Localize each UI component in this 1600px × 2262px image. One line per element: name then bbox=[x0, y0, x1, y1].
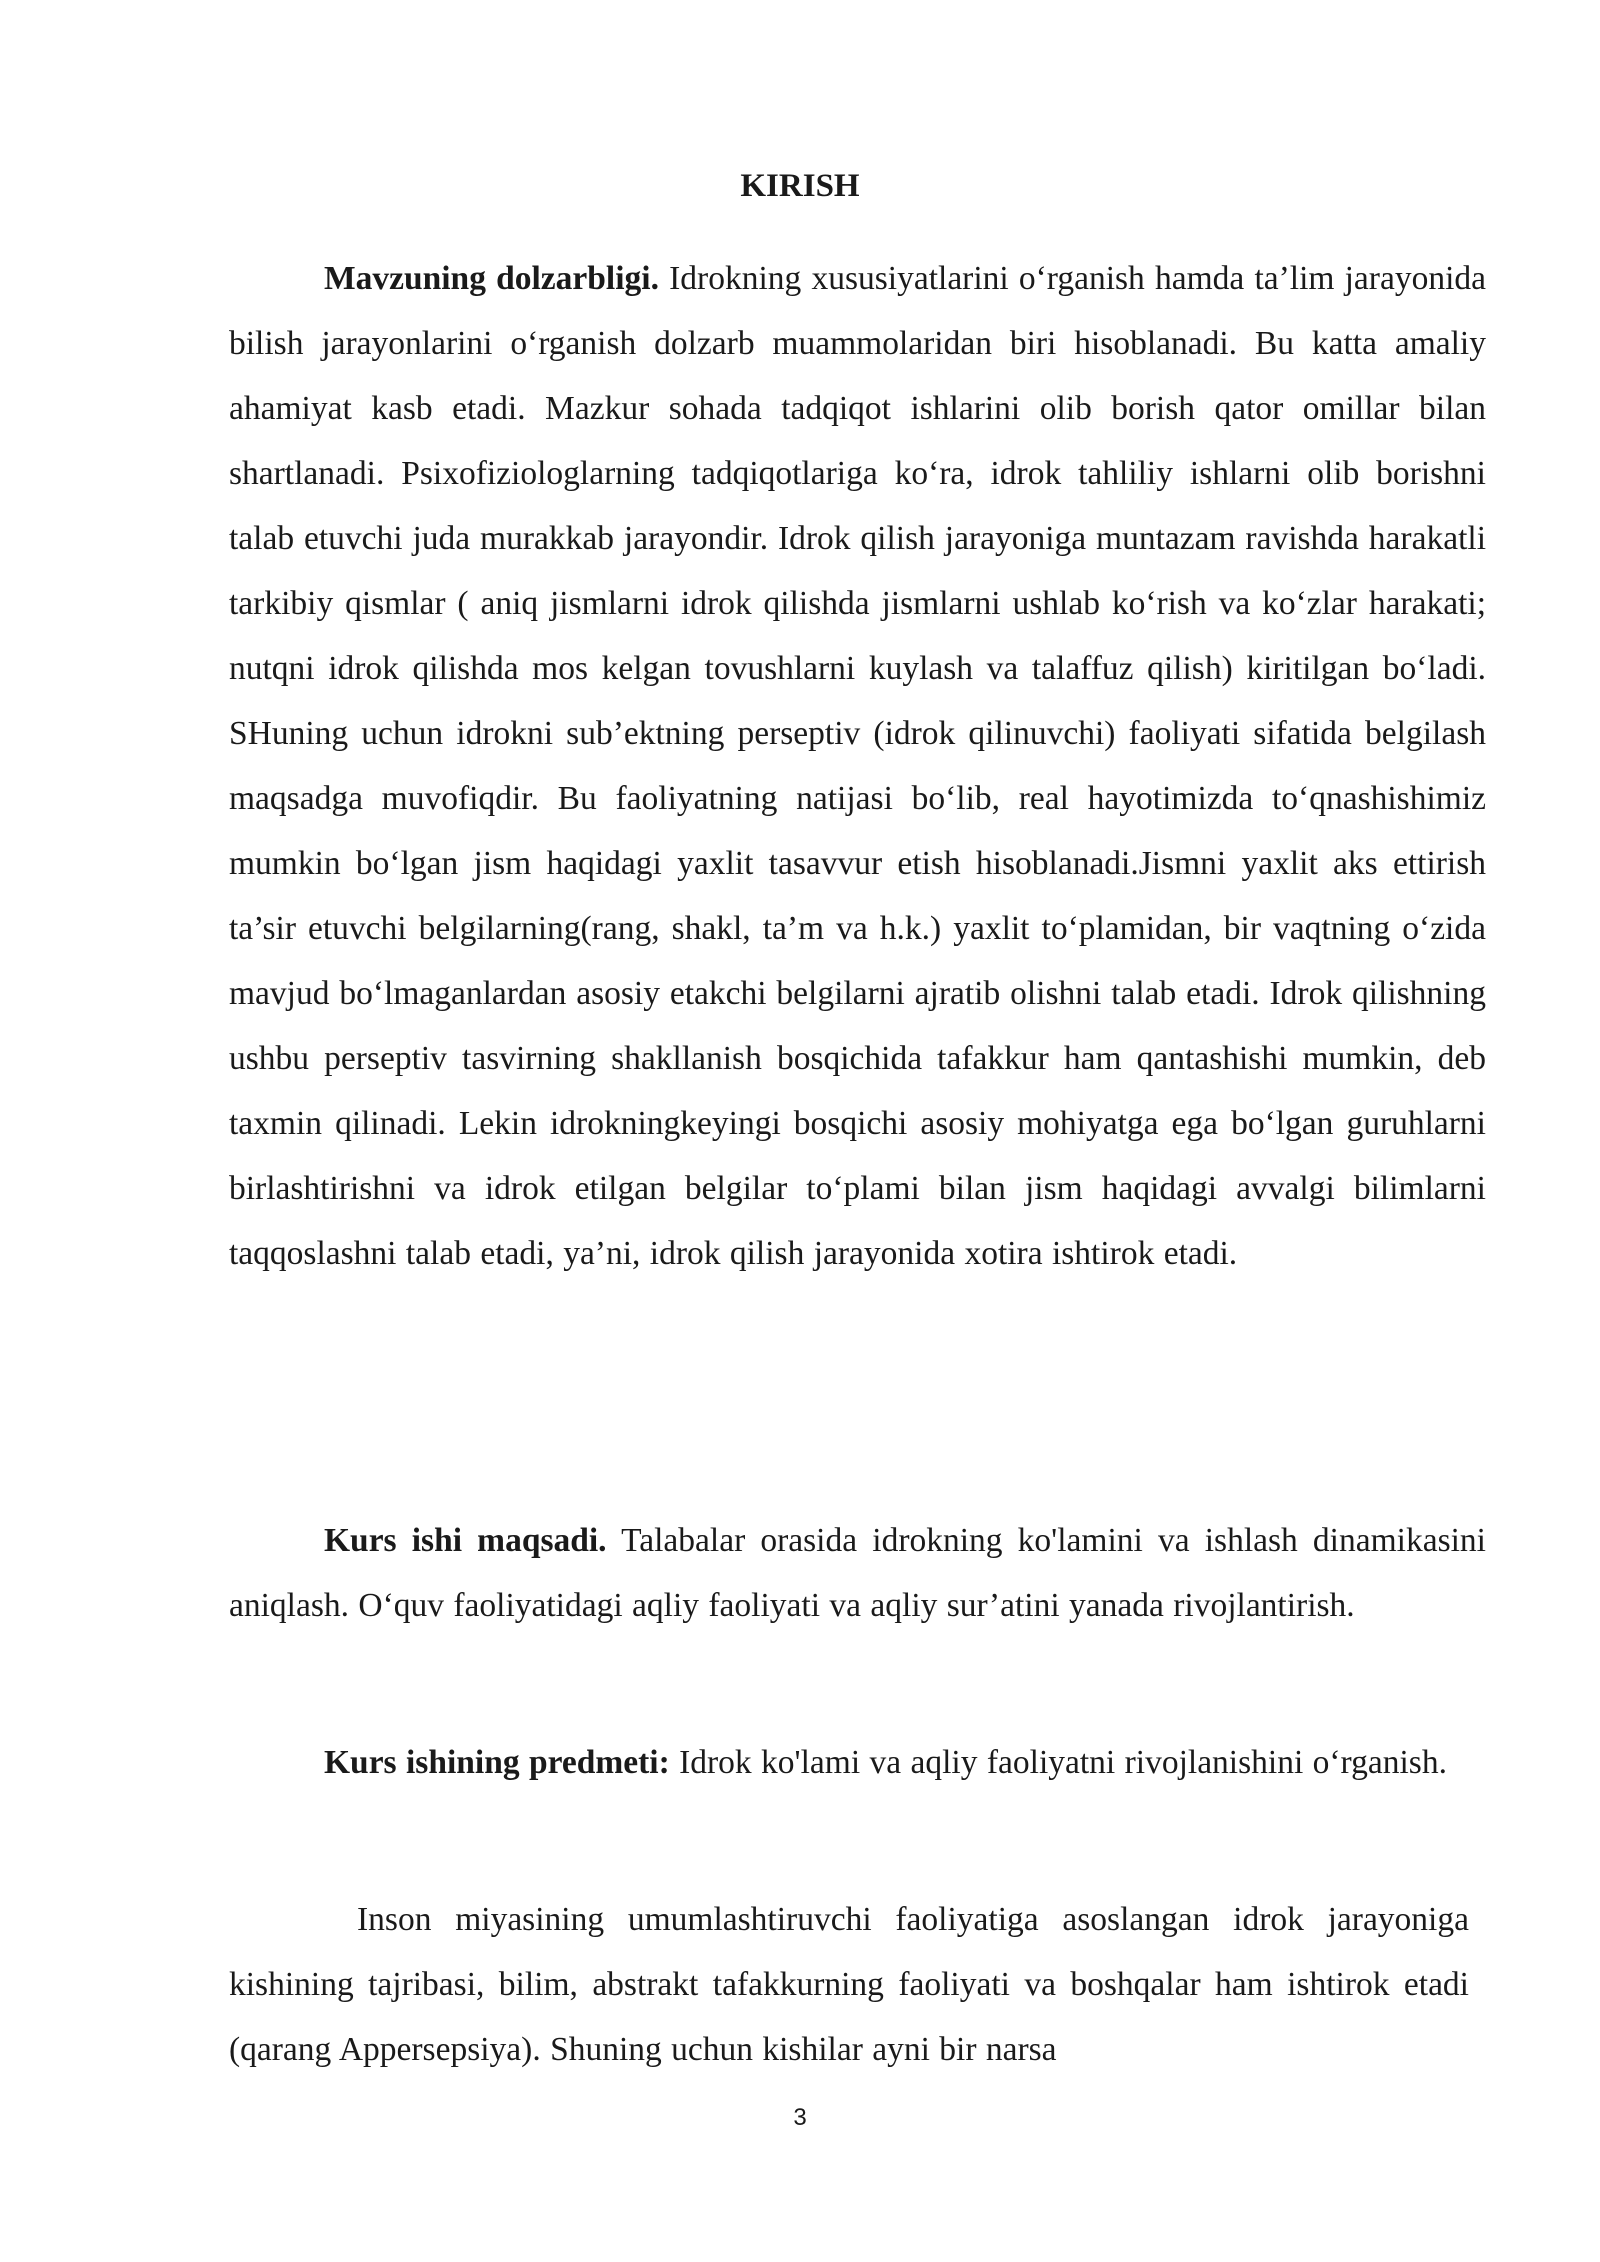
paragraph-text: Talabalar orasida idrokning ko'lamini va ishlash dinamikasini aniqlash. O‘quv faoliyatidagi aqliy faoliyati va aqliy sur’atini yanada rivojlantirish. bbox=[229, 1522, 1486, 1624]
paragraph-text: Idrok ko'lami va aqliy faoliyatni rivojlanishini o‘rganish. bbox=[679, 1744, 1447, 1781]
paragraph-relevance bbox=[229, 246, 1486, 1286]
page-title: KIRISH bbox=[740, 168, 860, 204]
page-number: 3 bbox=[793, 2104, 807, 2131]
paragraph-text: Idrokning xususiyatlarini o‘rganish hamda ta’lim jarayonida bilish jarayonlarini o‘rganish dolzarb muammolaridan biri hisoblanadi. Bu katta amaliy ahamiyat kasb etadi. Mazkur sohada tadqiqot ishlarini olib borish qator omillar bilan shartlanadi. Psixofiziologlarning tadqiqotlariga ko‘ra, idrok tahliliy ishlarni olib borishni talab etuvchi juda murakkab jarayondir. Idrok qilish jarayoniga muntazam ravishda harakatli tarkibiy qismlar ( aniq jismlarni idrok qilishda jismlarni ushlab ko‘rish va ko‘zlar harakati; nutqni idrok qilishda mos kelgan tovushlarni kuylash va talaffuz qilish) kiritilgan bo‘ladi. SHuning uchun idrokni sub’ektning perseptiv (idrok qilinuvchi) faoliyati sifatida belgilash maqsadga muvofiqdir. Bu faoliyatning natijasi bo‘lib, real hayotimizda to‘qnashishimiz mumkin bo‘lgan jism haqidagi yaxlit tasavvur etish hisoblanadi.Jismni yaxlit aks ettirish ta’sir etuvchi belgilarning(rang, shakl, ta’m va h.k.) yaxlit to‘plamidan, bir vaqtning o‘zida mavjud bo‘lmaganlardan asosiy etakchi belgilarni ajratib olishni talab etadi. Idrok qilishning ushbu perseptiv tasvirning shakllanish bosqichida tafakkur ham qantashishi mumkin, deb taxmin qilinadi. Lekin idrokningkeyingi bosqichi asosiy mohiyatga ega bo‘lgan guruhlarni birlashtirishni va idrok etilgan belgilar to‘plami bilan jism haqidagi avvalgi bilimlarni taqqoslashni talab etadi, ya’ni, idrok qilish jarayonida xotira ishtirok etadi. bbox=[229, 260, 1486, 1272]
paragraph-body bbox=[229, 1887, 1469, 2082]
paragraph-text: Inson miyasining umumlashtiruvchi faoliyatiga asoslangan idrok jarayoniga kishining tajribasi, bilim, abstrakt tafakkurning faoliyati va boshqalar ham ishtirok etadi (qarang Appersepsiya). Shuning uchun kishilar ayni bir narsa bbox=[229, 1901, 1469, 2068]
paragraph-goal bbox=[229, 1508, 1486, 1638]
paragraph-heading: Kurs ishi maqsadi. bbox=[324, 1522, 607, 1559]
paragraph-heading: Kurs ishining predmeti: bbox=[324, 1744, 670, 1781]
paragraph-subject bbox=[229, 1730, 1486, 1795]
paragraph-heading: Mavzuning dolzarbligi. bbox=[324, 260, 659, 297]
